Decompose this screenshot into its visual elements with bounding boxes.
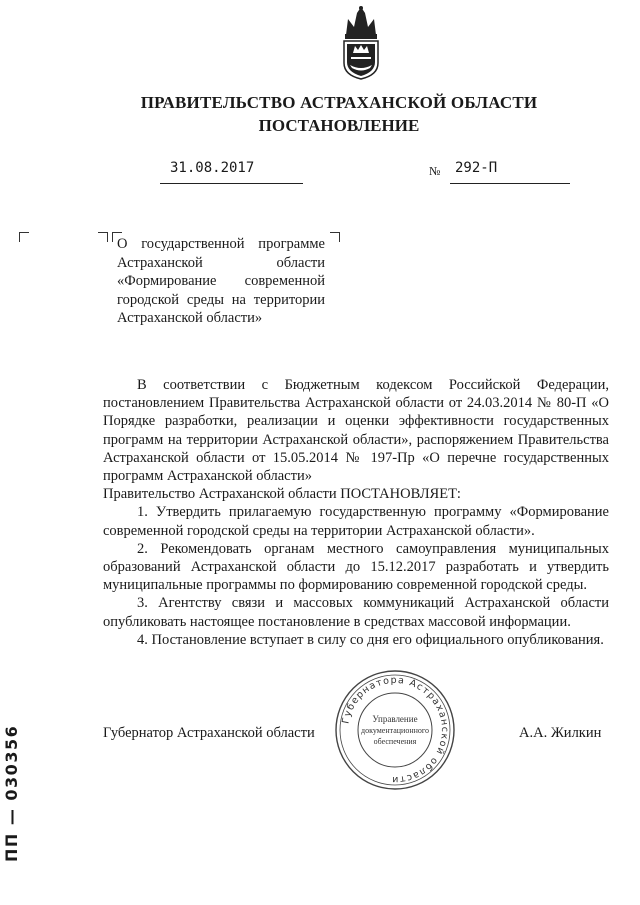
title-bracket-right — [330, 232, 340, 242]
item-4: 4. Постановление вступает в силу со дня его официального опубликования. — [137, 631, 604, 648]
title-bracket-left — [98, 232, 108, 242]
stamp-line-3: обеспечения — [373, 737, 417, 746]
document-title: О государственной программе Астраханской области «Формирование современной городской среды на территории Астраханской области» — [117, 236, 325, 326]
resolve-line: Правительство Астраханской области ПОСТАНОВЛЯЕТ: — [103, 486, 461, 503]
signatory-position: Губернатор Астраханской области — [103, 725, 315, 741]
document-date: 31.08.2017 — [170, 160, 255, 176]
document-number: 292-П — [455, 160, 498, 176]
coat-of-arms-emblem — [338, 5, 384, 81]
number-sign: № — [429, 164, 441, 178]
stamp-line-2: документационного — [361, 726, 429, 735]
preamble-paragraph: В соответствии с Бюджетным кодексом Российской Федерации, постановлением Правительства Астраханской области от 24.03.2014 № 80-П «О Порядке разработки, реализации и оценки эффективности государственных программ на территории Астраханской области», распоряжением Правительства Астраханской области от 15.05.2014 № 197-Пр «О перечне государственных программ Астраханской области» — [103, 377, 609, 485]
stamp-line-1: Управление — [372, 714, 418, 724]
stamp-ring-text: Губернатора Астраханской области — [340, 674, 451, 786]
document-type-heading: ПОСТАНОВЛЕНИЕ — [258, 116, 420, 135]
government-heading: ПРАВИТЕЛЬСТВО АСТРАХАНСКОЙ ОБЛАСТИ — [140, 93, 538, 112]
item-3: 3. Агентству связи и массовых коммуникаций Астраханской области опубликовать настоящее постановление в средствах массовой информации. — [103, 595, 609, 630]
item-1: 1. Утвердить прилагаемую государственную программу «Формирование современной городской среды на территории Астраханской области». — [103, 504, 609, 539]
official-stamp — [333, 668, 457, 792]
margin-registration-code: ПП — 030356 — [2, 724, 21, 862]
left-margin-bracket — [19, 232, 29, 242]
item-2: 2. Рекомендовать органам местного самоуправления муниципальных образований Астраханской области до 15.12.2017 разработать и утвердить муниципальные программы по формированию современной городской среды. — [103, 540, 609, 594]
document-body — [103, 376, 609, 649]
signatory-name: А.А. Жилкин — [519, 725, 602, 741]
